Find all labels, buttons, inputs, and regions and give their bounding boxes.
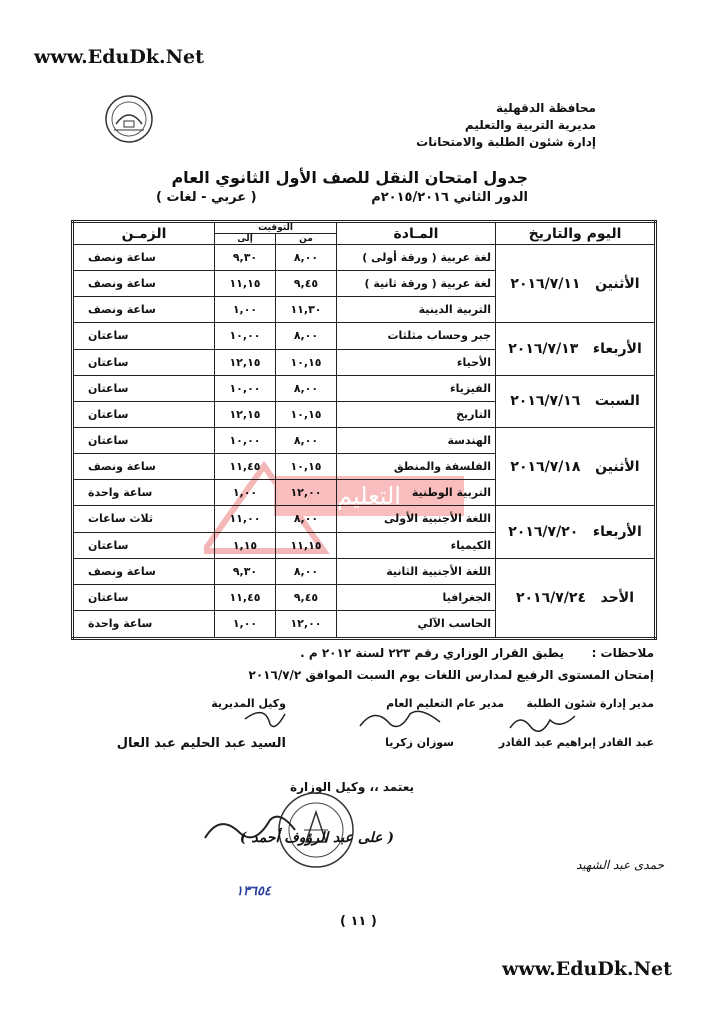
- watermark-text: التعليم: [337, 482, 401, 510]
- subject-cell: الفيزياء: [337, 375, 496, 401]
- header-timing: التوقيت: [215, 222, 337, 234]
- from-cell: ١٢,٠٠: [276, 610, 337, 638]
- day-date: ٢٠١٦/٧/١٣: [508, 341, 579, 358]
- duration-cell: ساعتان: [73, 375, 215, 401]
- to-cell: ١٠,٠٠: [215, 323, 276, 349]
- day-date: ٢٠١٦/٧/٢٠: [508, 524, 579, 541]
- day-date: ٢٠١٦/٧/١١: [510, 275, 581, 292]
- header-duration: الزمـن: [73, 222, 215, 245]
- approval-text: يعتمد ،، وكيل الوزارة: [289, 780, 414, 794]
- to-cell: ١٠,٠٠: [215, 375, 276, 401]
- to-cell: ١٢,١٥: [215, 401, 276, 427]
- handwritten-name: حمدى عبد الشهيد: [576, 858, 664, 872]
- site-link-top[interactable]: www.EduDk.Net: [34, 46, 204, 68]
- from-cell: ١٢,٠٠: [276, 480, 337, 506]
- duration-cell: ثلاث ساعات: [73, 506, 215, 532]
- duration-cell: ساعة ونصف: [73, 454, 215, 480]
- signature-title-3: وكيل المديرية: [211, 697, 286, 710]
- day-cell: [496, 245, 656, 323]
- duration-cell: ساعة ونصف: [73, 271, 215, 297]
- signature-name-1: عبد القادر إبراهيم عبد القادر: [498, 736, 654, 749]
- day-date: ٢٠١٦/٧/٢٤: [515, 589, 586, 606]
- subject-cell: اللغة الأجنبية الأولى: [337, 506, 496, 532]
- from-cell: ١٠,١٥: [276, 454, 337, 480]
- day-name: الأثنين: [595, 458, 640, 475]
- duration-cell: ساعتان: [73, 532, 215, 558]
- from-cell: ١٠,١٥: [276, 349, 337, 375]
- from-cell: ٨,٠٠: [276, 558, 337, 584]
- day-name: السبت: [594, 393, 640, 410]
- table-row: [73, 323, 656, 349]
- header-to: إلى: [215, 234, 276, 245]
- table-row: [73, 506, 656, 532]
- to-cell: ١٠,٠٠: [215, 427, 276, 453]
- subject-cell: الكيمياء: [337, 532, 496, 558]
- duration-cell: ساعتان: [73, 323, 215, 349]
- to-cell: ١١,٤٥: [215, 454, 276, 480]
- subject-cell: الهندسة: [337, 427, 496, 453]
- table-row: [73, 558, 656, 584]
- from-cell: ٩,٤٥: [276, 271, 337, 297]
- subtitle-langs: ( عربي - لغات ): [156, 190, 257, 205]
- to-cell: ١,٠٠: [215, 610, 276, 638]
- day-name: الأربعاء: [592, 341, 642, 358]
- day-date: ٢٠١٦/٧/١٦: [510, 393, 581, 410]
- schedule-table: [71, 220, 657, 640]
- duration-cell: ساعتان: [73, 401, 215, 427]
- header-governorate: محافظة الدقهلية: [496, 101, 596, 115]
- notes-label: ملاحظات :: [591, 646, 654, 660]
- duration-cell: ساعة واحدة: [73, 610, 215, 638]
- notes-line1: يطبق القرار الوزاري رقم ٢٢٣ لسنة ٢٠١٢ م .: [300, 646, 564, 660]
- day-cell: [496, 506, 656, 558]
- header-block: [416, 100, 596, 151]
- duration-cell: ساعتان: [73, 349, 215, 375]
- from-cell: ٨,٠٠: [276, 427, 337, 453]
- from-cell: ١١,١٥: [276, 532, 337, 558]
- ministry-emblem-icon: [104, 94, 154, 148]
- page-number: ( ١١ ): [340, 914, 377, 929]
- header-directorate: مديرية التربية والتعليم: [464, 118, 596, 132]
- day-name: الأثنين: [595, 275, 640, 292]
- header-department: إدارة شئون الطلبة والامتحانات: [416, 135, 596, 149]
- header-from: من: [276, 234, 337, 245]
- table-row: [73, 427, 656, 453]
- from-cell: ١٠,١٥: [276, 401, 337, 427]
- subject-cell: اللغة الأجنبية الثانية: [337, 558, 496, 584]
- from-cell: ١١,٣٠: [276, 297, 337, 323]
- subject-cell: جبر وحساب مثلثات: [337, 323, 496, 349]
- to-cell: ١١,٤٥: [215, 584, 276, 610]
- subject-cell: التاريخ: [337, 401, 496, 427]
- to-cell: ١١,١٥: [215, 271, 276, 297]
- to-cell: ٩,٣٠: [215, 245, 276, 271]
- site-link-bottom[interactable]: www.EduDk.Net: [502, 958, 672, 980]
- from-cell: ٨,٠٠: [276, 245, 337, 271]
- approver-name: ( على عبد الرؤوف أحمد ): [239, 830, 394, 846]
- subject-cell: التربية الوطنية: [337, 480, 496, 506]
- signature-name-2: سوزان زكريا: [385, 736, 454, 749]
- header-day: اليوم والتاريخ: [496, 222, 656, 245]
- table-header-row: [73, 222, 656, 234]
- page-title: جدول امتحان النقل للصف الأول الثانوي العام: [171, 168, 528, 187]
- duration-cell: ساعتان: [73, 584, 215, 610]
- from-cell: ٩,٤٥: [276, 584, 337, 610]
- to-cell: ١,١٥: [215, 532, 276, 558]
- to-cell: ١,٠٠: [215, 297, 276, 323]
- from-cell: ٨,٠٠: [276, 323, 337, 349]
- day-cell: [496, 375, 656, 427]
- duration-cell: ساعة ونصف: [73, 297, 215, 323]
- duration-cell: ساعة ونصف: [73, 558, 215, 584]
- signature-title-2: مدير عام التعليم العام: [386, 697, 504, 710]
- subject-cell: الأحياء: [337, 349, 496, 375]
- subject-cell: الجغرافيا: [337, 584, 496, 610]
- table-row: [73, 245, 656, 271]
- from-cell: ٨,٠٠: [276, 375, 337, 401]
- to-cell: ٩,٣٠: [215, 558, 276, 584]
- day-cell: [496, 427, 656, 505]
- day-date: ٢٠١٦/٧/١٨: [510, 458, 581, 475]
- signature-scribble-2: [355, 704, 445, 740]
- duration-cell: ساعة ونصف: [73, 245, 215, 271]
- signature-name-3: السيد عبد الحليم عبد العال: [116, 736, 286, 751]
- signature-title-1: مدير إدارة شئون الطلبة: [526, 697, 654, 710]
- day-cell: [496, 323, 656, 375]
- subject-cell: الحاسب الآلي: [337, 610, 496, 638]
- subject-cell: الفلسفة والمنطق: [337, 454, 496, 480]
- subject-cell: لغة عربية ( ورقة أولى ): [337, 245, 496, 271]
- to-cell: ١١,٠٠: [215, 506, 276, 532]
- subtitle-round: الدور الثاني ٢٠١٥/٢٠١٦م: [371, 190, 528, 205]
- duration-cell: ساعتان: [73, 427, 215, 453]
- day-name: الأحد: [600, 589, 635, 606]
- header-subject: المـادة: [337, 222, 496, 245]
- day-name: الأربعاء: [592, 524, 642, 541]
- notes-line2: إمتحان المستوى الرفيع لمدارس اللغات يوم السبت الموافق ٢٠١٦/٧/٢: [248, 668, 654, 682]
- to-cell: ١٢,١٥: [215, 349, 276, 375]
- from-cell: ٨,٠٠: [276, 506, 337, 532]
- subject-cell: التربية الدينية: [337, 297, 496, 323]
- subject-cell: لغة عربية ( ورقة ثانية ): [337, 271, 496, 297]
- day-cell: [496, 558, 656, 638]
- handwritten-number: ١٣٦٥٤: [236, 884, 271, 899]
- duration-cell: ساعة واحدة: [73, 480, 215, 506]
- to-cell: ١,٠٠: [215, 480, 276, 506]
- table-row: [73, 375, 656, 401]
- signature-scribble-3: [240, 704, 290, 738]
